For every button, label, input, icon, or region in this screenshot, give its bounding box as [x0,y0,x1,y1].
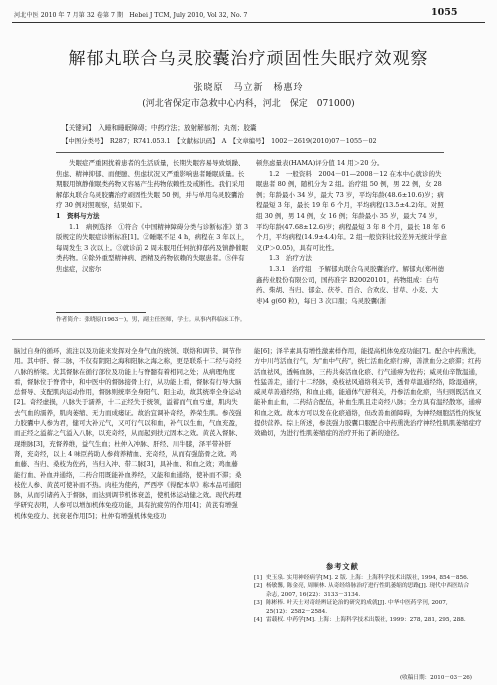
running-header: 河北中医 2010 年 7 月第 32 卷第 7 期 Hebei J TCM, July 2010, Vol 32, No. 7 [14,12,248,19]
reference-number: [4] [254,617,263,624]
paragraph: 顿焦虑量表(HAMA)评分值 14 用＞20 分。 [256,159,384,167]
authors: 张晓原 马立新 杨惠玲 [193,83,304,93]
reference-item [254,599,474,616]
lower-left-column [14,346,242,521]
upper-left-column [56,158,250,275]
reference-text: 史玉泉. 实用神经病学[M]. 2 版. 上海：上海科学技术出版社, 1994, 854－856. [266,575,469,581]
treatment-heading: 1.3 治疗方法 [269,254,312,263]
intro-paragraph: 失眠症严重困扰着患者的生活质量，长期失眠容易导致烦躁、焦虑、精神抑郁、而便臆、焦虑状况又严重影响患者睡眠质量。长期服用镇静催眠类药物又容易产生药物依赖性及戒断性。我们采用解郁丸联合乌灵胶囊治疗顽固性失眠 50 例，并与单用乌灵胶囊治疗 30 例对照观察，结果如下。 [56,159,245,210]
header-rule [12,22,485,23]
discussion-paragraph-continued: 能[6]；泽半素具有增性激素样作用，能提高机体免疫功能[7]。配合中药熏洗，方中川芎活血行气，为"血中气药"，统仁活血化瘀行痹，善泄血分之瘀滞；红药活血祛风，透畅血脉，三药共奏活血化瘀、行气通痹为佐药；威灵仙辛散温通，性猛善走，通行十二经脉，桑枝祛风通络利关节，透骨草温通经络，除湿通痹，威灵草善通经络，和血止痛，能通体气舒利关，丹参活血化瘀，当归则既活血又能补血止血，二药结合配伍，补血生肌且走奇经八脉；全方具有温经散寒，通痹和血之效。故本方可以发在化瘀通络，但改善血循障碍，为神经细胞活性的恢复提供营养。综上所述，参芪强力胶囊口服配合中药熏洗治疗神经性肌肌萎缩症疗效确切，为进行性肌萎缩症的治疗开拓了新的途径。 [254,347,482,438]
reference-number: [2] [254,583,263,590]
affiliation: (河北省保定市急救中心内科，河北 保定 071000) [142,99,355,109]
footnote-rule [56,312,146,313]
classification-line: 【中图分类号】 R287；R741.053.1 【文献标识码】 A 【文章编号】 1002－2619(2010)07－1055－02 [62,137,377,145]
reference-text: 杨敏馨, 陈金亮, 周顺林. 从奇经络脉治疗进行性肌萎缩的思路[J]. 现代中西医结合杂志, 2007, 16(22)：3133－3134. [266,583,470,598]
reference-text: 陈彬棒. 叶天士对奇经辨证论治的研究的成就[J]. 中华中医药学刊, 2007, 25(12)：2582－2584. [266,600,448,615]
reference-text: 雷载权. 中药学[M]. 上海：上海科学技术出版社, 1999：278, 281, 295, 288. [266,617,466,624]
reference-number: [3] [254,600,263,607]
reference-item [254,582,474,599]
page-number: 1055 [431,7,458,18]
references-heading: 参考文献 [326,562,359,571]
abstract-rule [56,152,444,153]
upper-right-column [256,158,448,306]
reference-item [254,616,474,624]
lower-right-column [254,346,482,439]
keywords: 【关键词】 入睡和睡眠障碍；中药疗法；放射解郁剂；丸剂；胶囊 [62,124,257,132]
received-date: (收稿日期：2010－03－26) [400,675,472,681]
general-data-paragraph: 1.2 一般资料 2004－01—2008－12 在本中心就诊的失眠患者 80 例，随机分为 2 组。治疗组 50 例，男 22 例，女 28 例；年龄最小 34 岁，最大 73 岁，平均年龄(48.6±10.6)岁；病程最短 3 年，最长 19 年 6 个月，平均病程(13.5±4.2)年。对照组 30 例，男 14 例，女 16 例；年龄最小 35 岁，最大 74 岁，平均年龄(47.68±12.6)岁；病程最短 3 年 8 个月，最长 18 年 6 个月，平均病程(14.9±4.4)年。2 组一般资料比较差异无统计学意义(P＞0.05)，具有可比性。 [256,169,448,252]
reference-list [254,574,474,624]
section-heading: 1 资料与方法 [56,211,100,220]
reference-number: [1] [254,575,263,581]
discussion-paragraph: 脑过自身的循环，流注以及功能来发挥对全身气血的统领、联络和调节、调节作用。其中肝、督二脉，不仅有阴阳之海和阳脉之海之称，更是联系十二经与奇经八脉的桥梁。尤其督脉在循行部位及功能上与脊髓有着相同之处；从病理角度看，督脉位于脊背中，和中医中的督脉接骨上行，从功能上看，督脉有行导大脑总督导、支配肌肉运动作用，督脉则统率全身阳气、阳主动，故其统率全身运动[2]。奇经虚损，八脉失于濡养，十二正经失于统领，溢蓄而气血亏虚，肌肉失去气血的濡养，肌肉萎缩、无力而成痿证。故治宜调补奇经，养荣生肌。参茂强力胶囊中人参为君，健可大补元气，又可行气以和血，补气以生血，气血充盈，而正经之溢蓄之气溢入八脉，以充奇经，从而起到扶元固本之效。黄芪入督脉、现维脉[3]，充督养维，益气生血；杜仲入冲脉、肝经、川牛膝，泽平带补肝肾，充奇经，以上 4 味臣药助人参荷养精血、充奇经，从而有强筋骨之效。鸡血藤、当归、桑枝为佐药，当归入冲、带二脉[3]，具补血、和血之效；鸡血藤能行血、补血并通络，二药合用既能补血养经，又能和血通络，使补而不滞；桑枝佐人参、黄芪可使补而不热。肉桂为使药，严西亭《得配本草》称本品可通阳脉，从而引诸药入于督脉，而达到调节机体衰盖，使机体运动健之效。现代药理学研究表明，人参可以增加机体免疫功能，具有抗疲劳的作用[4]；黄芪有增强机体免疫力、抗衰老作用[5]；杜仲有增强机体免疫功 [14,347,242,520]
case-selection-paragraph: 1.1 病例选择 ①符合《中国精神障碍分类与诊断标准》第 3 版规定的失眠症诊断标准[1]。②睡眠不足 4 h，病程在 3 年以上，每周发生 3 次以上。③就诊前 2 周未服用任何抗抑郁药及镇静催眠类药物。④除外重型精神病、酒精及药物依赖的失眠患者。⑤伴有焦虑症，汉密尔 [56,222,249,273]
article-title: 解郁丸联合乌灵胶囊治疗顽固性失眠疗效观察 [68,49,429,69]
treatment-paragraph: 1.3.1 治疗组 予解郁丸联合乌灵胶囊治疗。解郁丸(郑州德鑫药业股份有限公司，国药准字 B20020101，药物组成：白芍药、柴胡、当归、郁金、茯苓、百合、合欢皮、甘草、小麦、大枣)4 g(60 粒)，每日 3 次口服；乌灵胶囊(浙 [256,264,445,305]
section-divider [12,339,485,340]
author-footnote: 作者简介：张晓原(1963－)，男，副主任医师，学士。从事内科临床工作。 [56,317,246,323]
reference-item [254,574,474,582]
